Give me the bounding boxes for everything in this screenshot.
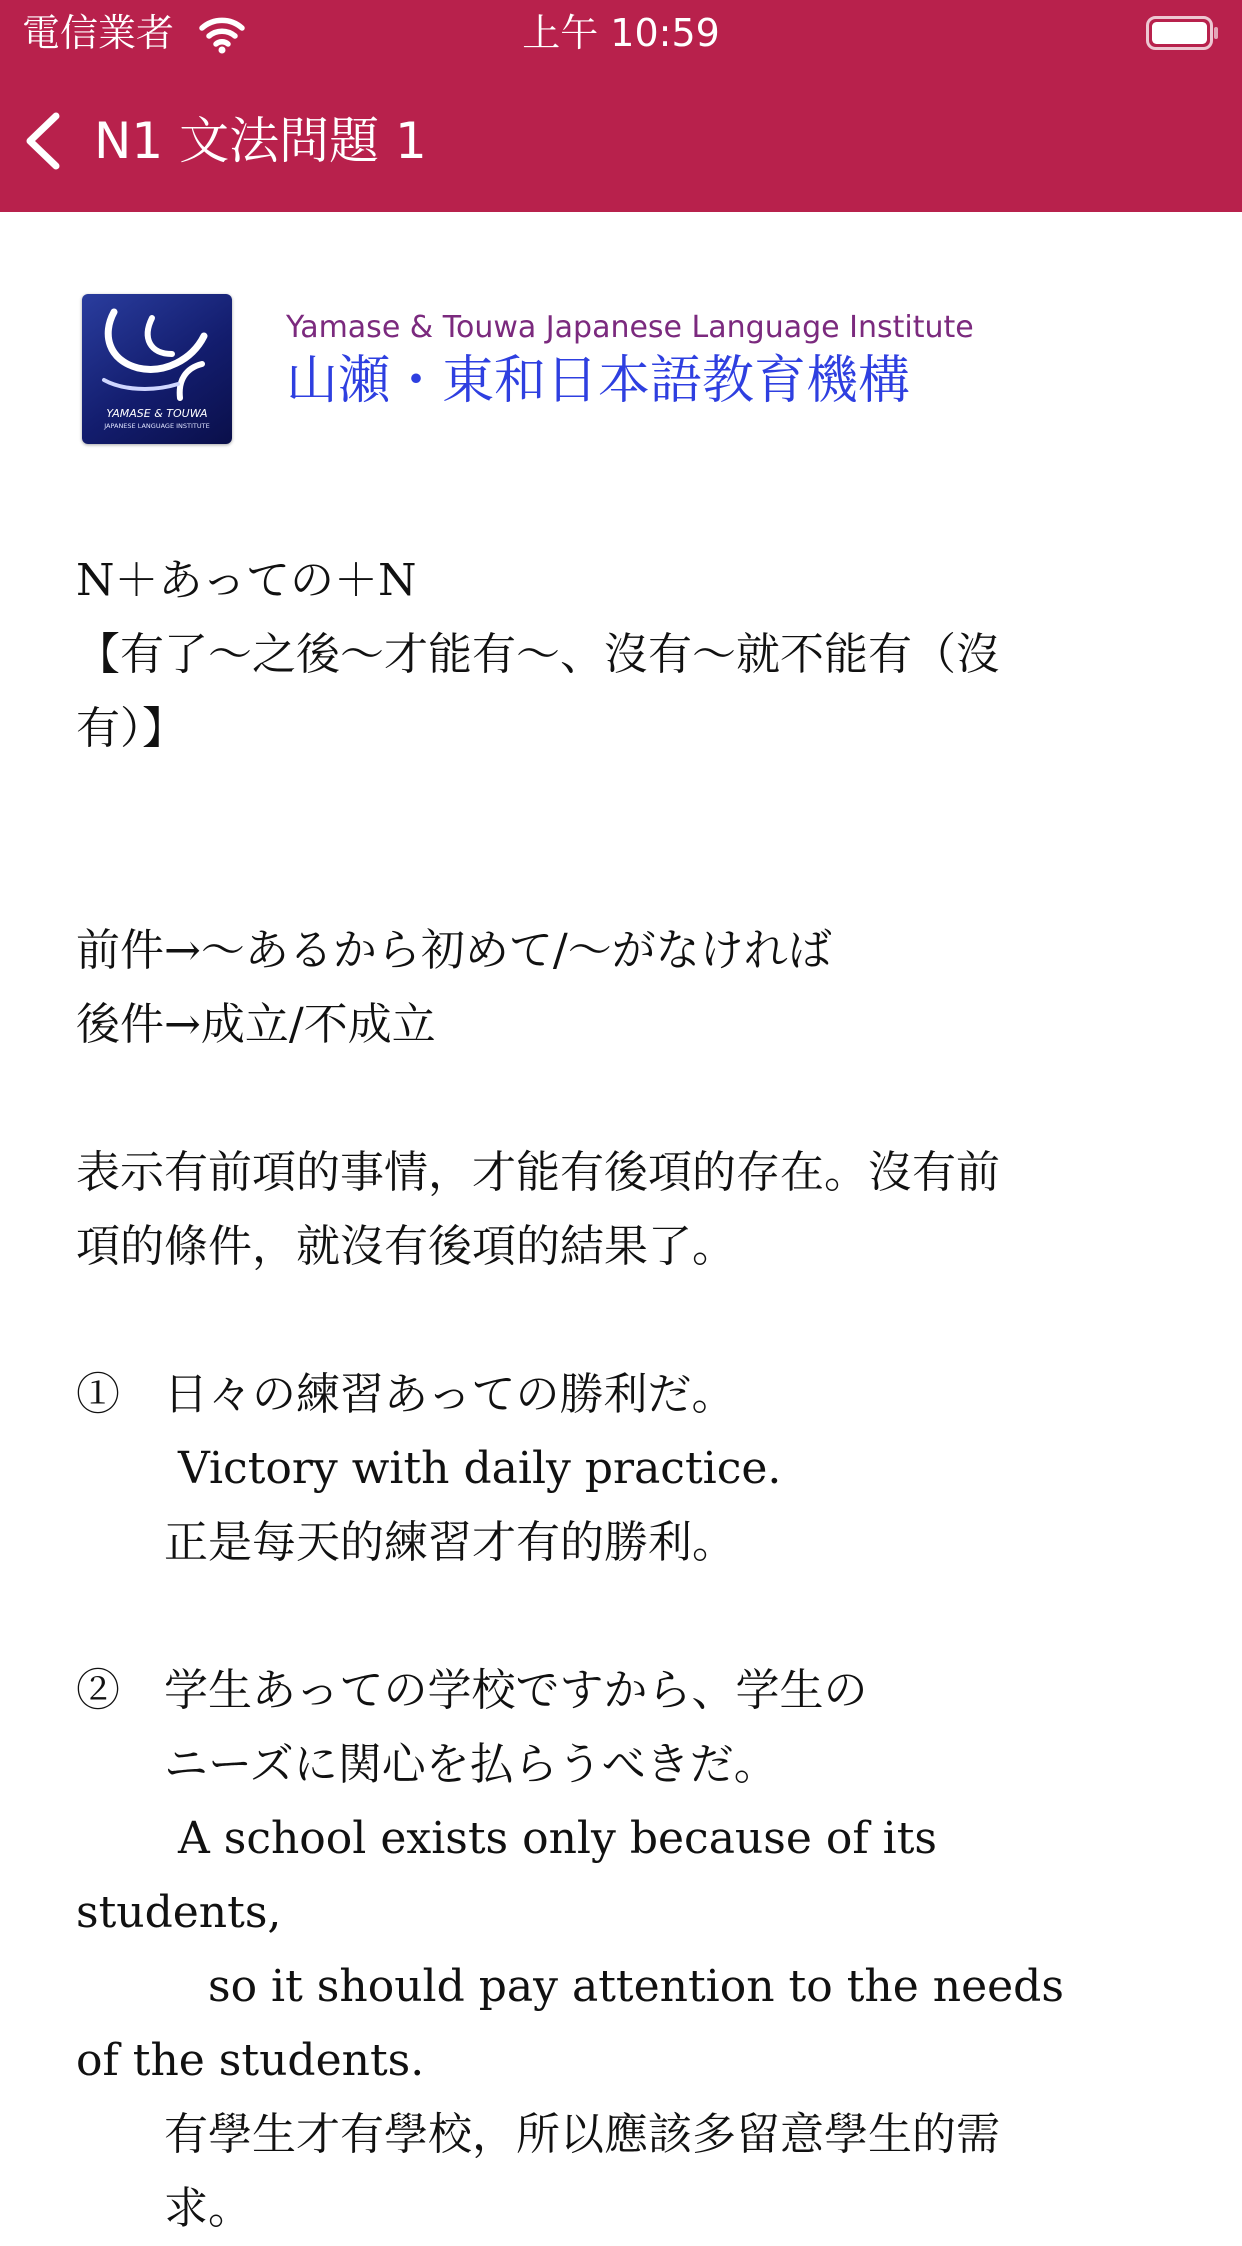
institute-name-japanese: 山瀬・東和日本語教育機構 [286, 351, 911, 411]
example-line: ① 日々の練習あっての勝利だ。 [76, 1369, 736, 1420]
example-line: Victory with daily practice. [76, 1443, 782, 1494]
spacer [76, 766, 1166, 914]
status-bar [0, 0, 1242, 66]
page-title: N1 文法問題 1 [94, 112, 427, 170]
battery-icon [1146, 16, 1220, 50]
grammar-meaning-line: 【有了～之後～才能有～、沒有～就不能有（沒 [76, 629, 1000, 680]
example-line: so it should pay attention to the needs [76, 1961, 1064, 2012]
navigation-bar [0, 88, 1242, 192]
example-line: ニーズに関心を払らうべきだ。 [76, 1739, 778, 1790]
example-line: students, [76, 1887, 282, 1938]
institute-banner [82, 294, 1182, 444]
spacer [76, 1062, 1166, 1136]
lesson-content [76, 544, 1166, 2246]
carrier-label: 電信業者 [22, 11, 175, 55]
example-line: ② 学生あっての学校ですから、学生の [76, 1665, 868, 1716]
structure-result: 後件→成立/不成立 [76, 999, 436, 1050]
grammar-pattern: N＋あっての＋N [76, 555, 417, 606]
institute-name-english: Yamase & Touwa Japanese Language Institute [286, 310, 974, 345]
example-1 [76, 1358, 1166, 1580]
explanation-line: 項的條件，就沒有後項的結果了。 [76, 1221, 736, 1272]
grammar-meaning-line: 有）】 [76, 703, 186, 754]
chevron-left-icon [20, 110, 64, 172]
example-line: A school exists only because of its [76, 1813, 937, 1864]
example-2 [76, 1654, 1166, 2246]
app-header [0, 0, 1242, 212]
logo-subtext: JAPANESE LANGUAGE INSTITUTE [104, 422, 210, 430]
example-line: of the students. [76, 2035, 425, 2086]
institute-logo [82, 294, 232, 444]
status-time: 上午 10:59 [522, 11, 720, 55]
back-button[interactable] [20, 106, 427, 176]
example-line: 求。 [76, 2183, 252, 2234]
structure-premise: 前件→～あるから初めて/～がなければ [76, 925, 832, 976]
spacer [76, 1284, 1166, 1358]
spacer [76, 1580, 1166, 1654]
example-line: 有學生才有學校，所以應該多留意學生的需 [76, 2109, 1000, 2160]
explanation-line: 表示有前項的事情，才能有後項的存在。沒有前 [76, 1147, 1000, 1198]
example-line: 正是每天的練習才有的勝利。 [76, 1517, 736, 1568]
logo-wordmark: YAMASE & TOUWA [106, 407, 208, 420]
